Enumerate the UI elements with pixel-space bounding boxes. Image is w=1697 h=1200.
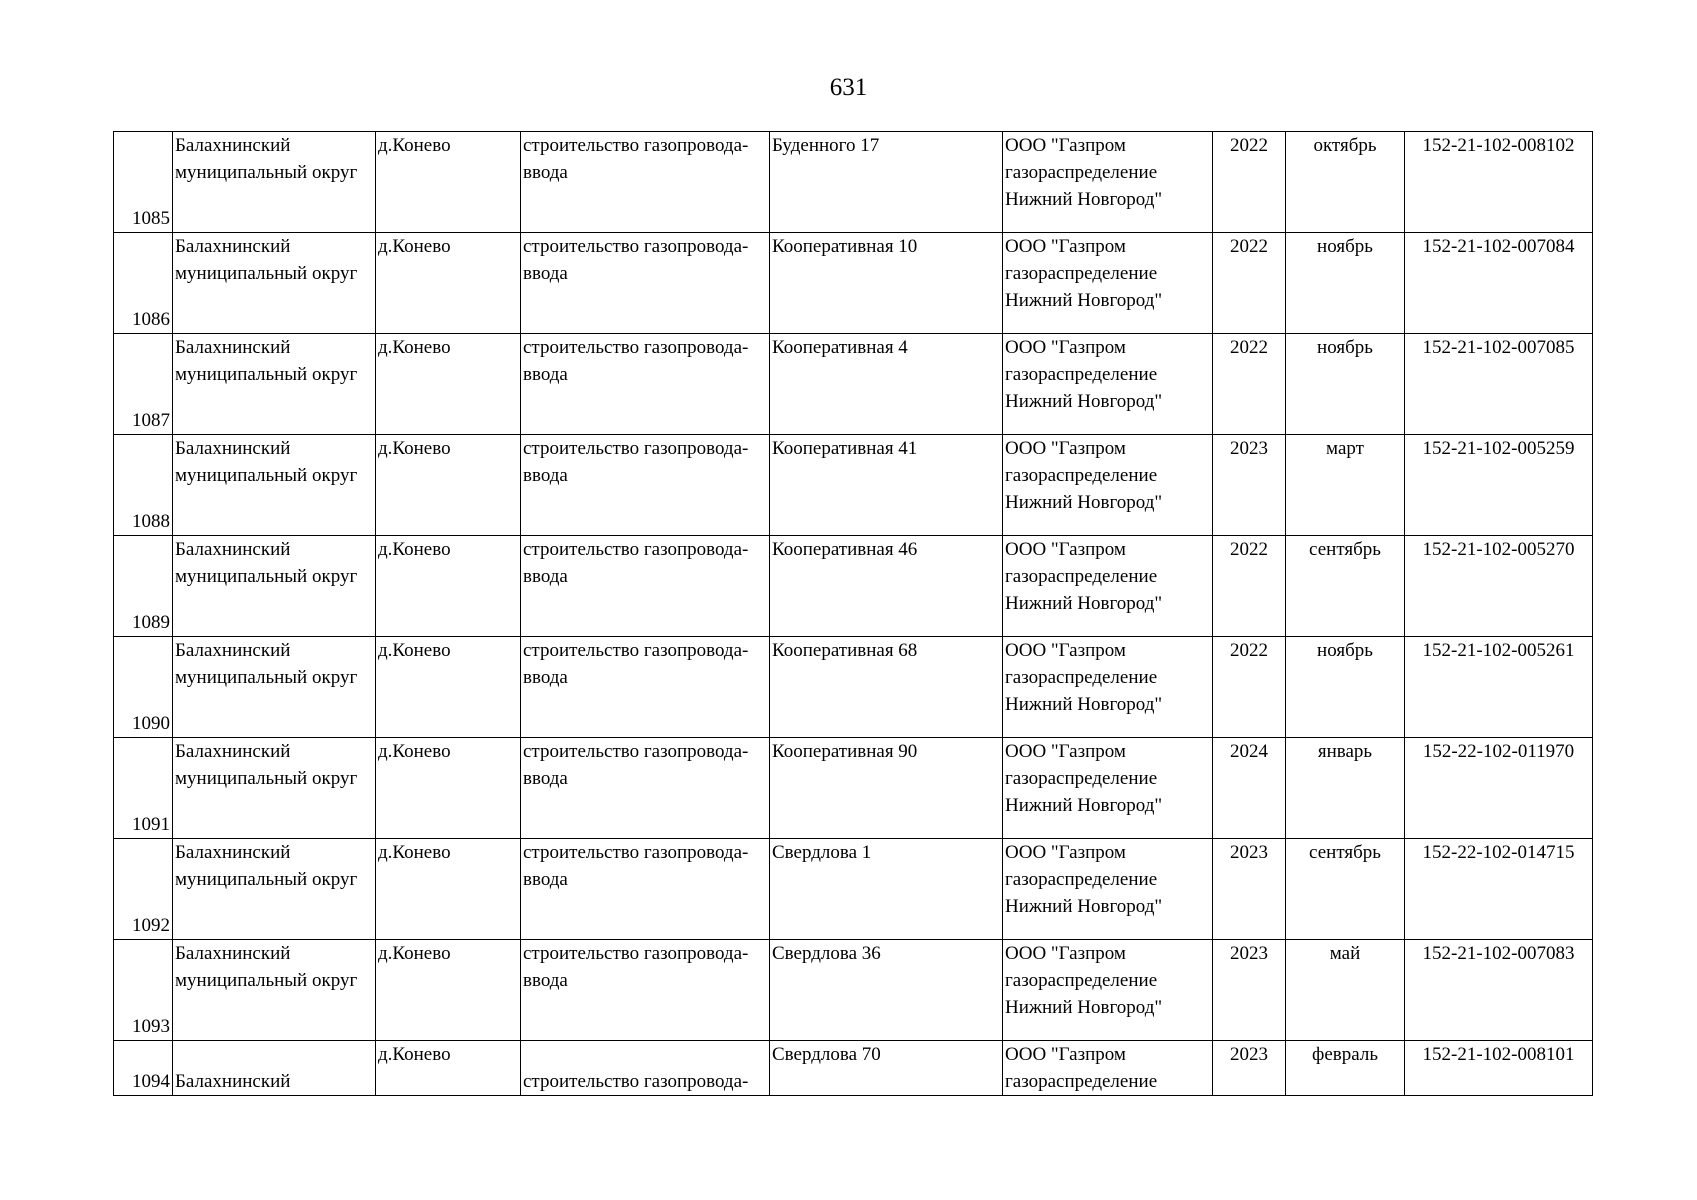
year-cell: 2022 [1213, 637, 1286, 738]
district-cell-line: Балахнинский [175, 337, 291, 358]
page-number: 631 [829, 74, 868, 101]
work-type-cell-line: ввода [523, 768, 568, 789]
settlement-cell: д.Конево [376, 233, 521, 334]
row-number: 1090 [114, 637, 173, 738]
organization-cell-line: ООО "Газпром [1005, 741, 1126, 762]
district-cell-line: муниципальный округ [175, 869, 358, 890]
address-cell: Буденного 17 [770, 132, 1003, 233]
work-type-cell [521, 132, 770, 233]
organization-cell-line: газораспределение [1005, 566, 1158, 587]
organization-cell-line: Нижний Новгород" [1005, 593, 1163, 614]
row-number: 1088 [114, 435, 173, 536]
code-cell: 152-22-102-014715 [1405, 839, 1593, 940]
organization-cell [1003, 435, 1213, 536]
address-cell: Свердлова 1 [770, 839, 1003, 940]
work-type-cell-line: строительство газопровода- [523, 741, 749, 762]
work-type-cell-line: строительство газопровода- [523, 135, 749, 156]
organization-cell-line: Нижний Новгород" [1005, 694, 1163, 715]
organization-cell [1003, 738, 1213, 839]
organization-cell-line: газораспределение [1005, 667, 1158, 688]
district-cell-line: муниципальный округ [175, 162, 358, 183]
organization-cell [1003, 637, 1213, 738]
month-cell: февраль [1286, 1041, 1405, 1096]
month-cell: май [1286, 940, 1405, 1041]
row-number: 1092 [114, 839, 173, 940]
district-cell [173, 132, 376, 233]
organization-cell-line: газораспределение [1005, 263, 1158, 284]
work-type-cell [521, 435, 770, 536]
row-number: 1093 [114, 940, 173, 1041]
organization-cell-line: ООО "Газпром [1005, 539, 1126, 560]
district-cell-line: Балахнинский [175, 539, 291, 560]
month-cell: сентябрь [1286, 839, 1405, 940]
month-cell: март [1286, 435, 1405, 536]
district-cell-line: муниципальный округ [175, 566, 358, 587]
work-type-cell [521, 637, 770, 738]
year-cell: 2023 [1213, 940, 1286, 1041]
organization-cell [1003, 233, 1213, 334]
work-type-cell-line: ввода [523, 263, 568, 284]
organization-cell-line: ООО "Газпром [1005, 1044, 1126, 1065]
settlement-cell: д.Конево [376, 334, 521, 435]
district-cell-line: муниципальный округ [175, 465, 358, 486]
organization-cell-line: ООО "Газпром [1005, 943, 1126, 964]
organization-cell-line: ООО "Газпром [1005, 135, 1126, 156]
year-cell: 2022 [1213, 233, 1286, 334]
district-cell [173, 233, 376, 334]
row-number: 1094 [114, 1041, 173, 1096]
code-cell: 152-21-102-005259 [1405, 435, 1593, 536]
settlement-cell: д.Конево [376, 1041, 521, 1096]
organization-cell-line: Нижний Новгород" [1005, 290, 1163, 311]
table-body [114, 132, 1593, 1096]
table-row [114, 1041, 1593, 1096]
work-type-cell-line: строительство газопровода- [523, 337, 749, 358]
work-type-cell-line: строительство газопровода- [523, 236, 749, 257]
organization-cell [1003, 132, 1213, 233]
organization-cell [1003, 839, 1213, 940]
row-number: 1089 [114, 536, 173, 637]
work-type-cell-line: строительство газопровода- [523, 539, 749, 560]
district-cell-line: муниципальный округ [175, 970, 358, 991]
table-row [114, 839, 1593, 940]
work-type-cell-line: строительство газопровода- [523, 842, 749, 863]
code-cell: 152-21-102-007085 [1405, 334, 1593, 435]
district-cell-line: Балахнинский [175, 438, 291, 459]
organization-cell-line: ООО "Газпром [1005, 438, 1126, 459]
work-type-cell-line: строительство газопровода- [523, 640, 749, 661]
month-cell: сентябрь [1286, 536, 1405, 637]
settlement-cell: д.Конево [376, 637, 521, 738]
district-cell-line: Балахнинский [175, 842, 291, 863]
table-row [114, 132, 1593, 233]
organization-cell-line: газораспределение [1005, 162, 1158, 183]
district-cell [173, 435, 376, 536]
address-cell: Кооперативная 68 [770, 637, 1003, 738]
district-cell [173, 637, 376, 738]
table-row [114, 738, 1593, 839]
work-type-cell-line: ввода [523, 970, 568, 991]
organization-cell-line: газораспределение [1005, 364, 1158, 385]
work-type-cell [521, 1041, 770, 1096]
year-cell: 2022 [1213, 334, 1286, 435]
settlement-cell: д.Конево [376, 132, 521, 233]
district-cell-line: Балахнинский [175, 640, 291, 661]
table-row [114, 233, 1593, 334]
organization-cell-line: ООО "Газпром [1005, 337, 1126, 358]
address-cell: Свердлова 36 [770, 940, 1003, 1041]
organization-cell-line: Нижний Новгород" [1005, 795, 1163, 816]
table-row [114, 334, 1593, 435]
work-type-cell-line: строительство газопровода- [523, 943, 749, 964]
code-cell: 152-21-102-008101 [1405, 1041, 1593, 1096]
district-cell-line: муниципальный округ [175, 667, 358, 688]
code-cell: 152-21-102-007084 [1405, 233, 1593, 334]
organization-cell [1003, 334, 1213, 435]
row-number: 1086 [114, 233, 173, 334]
year-cell: 2023 [1213, 839, 1286, 940]
organization-cell-line: газораспределение [1005, 465, 1158, 486]
work-type-cell [521, 536, 770, 637]
work-type-cell [521, 233, 770, 334]
organization-cell-line: Нижний Новгород" [1005, 391, 1163, 412]
organization-cell-line: газораспределение [1005, 970, 1158, 991]
organization-cell-line: газораспределение [1005, 869, 1158, 890]
district-cell-line: муниципальный округ [175, 263, 358, 284]
organization-cell [1003, 940, 1213, 1041]
settlement-cell: д.Конево [376, 839, 521, 940]
work-type-cell-line: ввода [523, 869, 568, 890]
year-cell: 2023 [1213, 1041, 1286, 1096]
table-row [114, 637, 1593, 738]
month-cell: октябрь [1286, 132, 1405, 233]
table-row [114, 940, 1593, 1041]
address-cell: Кооперативная 90 [770, 738, 1003, 839]
organization-cell [1003, 1041, 1213, 1096]
organization-cell-line: ООО "Газпром [1005, 842, 1126, 863]
organization-cell-line: газораспределение [1005, 768, 1158, 789]
work-type-cell [521, 738, 770, 839]
organization-cell-line: газораспределение [1005, 1071, 1158, 1092]
gas-pipeline-registry-table [113, 131, 1593, 1096]
district-cell-line: Балахнинский [175, 943, 291, 964]
organization-cell [1003, 536, 1213, 637]
organization-cell-line: Нижний Новгород" [1005, 896, 1163, 917]
organization-cell-line: ООО "Газпром [1005, 236, 1126, 257]
settlement-cell: д.Конево [376, 940, 521, 1041]
work-type-cell-line: ввода [523, 465, 568, 486]
row-number: 1085 [114, 132, 173, 233]
settlement-cell: д.Конево [376, 738, 521, 839]
organization-cell-line: ООО "Газпром [1005, 640, 1126, 661]
work-type-cell [521, 334, 770, 435]
code-cell: 152-21-102-005261 [1405, 637, 1593, 738]
settlement-cell: д.Конево [376, 435, 521, 536]
district-cell-line: муниципальный округ [175, 364, 358, 385]
code-cell: 152-21-102-007083 [1405, 940, 1593, 1041]
work-type-cell-line: ввода [523, 162, 568, 183]
code-cell: 152-22-102-011970 [1405, 738, 1593, 839]
work-type-cell [521, 940, 770, 1041]
district-cell [173, 536, 376, 637]
work-type-cell-line: ввода [523, 667, 568, 688]
district-cell-line: Балахнинский [175, 741, 291, 762]
year-cell: 2022 [1213, 536, 1286, 637]
year-cell: 2023 [1213, 435, 1286, 536]
work-type-cell-line: строительство газопровода- [523, 438, 749, 459]
district-cell [173, 334, 376, 435]
district-cell [173, 1041, 376, 1096]
code-cell: 152-21-102-005270 [1405, 536, 1593, 637]
table-row [114, 435, 1593, 536]
district-cell [173, 839, 376, 940]
address-cell: Кооперативная 4 [770, 334, 1003, 435]
address-cell: Кооперативная 46 [770, 536, 1003, 637]
code-cell: 152-21-102-008102 [1405, 132, 1593, 233]
organization-cell-line: Нижний Новгород" [1005, 189, 1163, 210]
month-cell: январь [1286, 738, 1405, 839]
organization-cell-line: Нижний Новгород" [1005, 997, 1163, 1018]
year-cell: 2022 [1213, 132, 1286, 233]
district-cell-line: Балахнинский [175, 236, 291, 257]
row-number: 1091 [114, 738, 173, 839]
district-cell-line: муниципальный округ [175, 768, 358, 789]
address-cell: Кооперативная 41 [770, 435, 1003, 536]
month-cell: ноябрь [1286, 334, 1405, 435]
district-cell-line: Балахнинский [175, 135, 291, 156]
organization-cell-line: Нижний Новгород" [1005, 492, 1163, 513]
district-cell [173, 940, 376, 1041]
district-cell-line: Балахнинский [175, 1071, 291, 1092]
district-cell [173, 738, 376, 839]
table-row [114, 536, 1593, 637]
work-type-cell-line: ввода [523, 364, 568, 385]
row-number: 1087 [114, 334, 173, 435]
year-cell: 2024 [1213, 738, 1286, 839]
work-type-cell-line: строительство газопровода- [523, 1071, 749, 1092]
address-cell: Свердлова 70 [770, 1041, 1003, 1096]
month-cell: ноябрь [1286, 233, 1405, 334]
settlement-cell: д.Конево [376, 536, 521, 637]
address-cell: Кооперативная 10 [770, 233, 1003, 334]
month-cell: ноябрь [1286, 637, 1405, 738]
work-type-cell [521, 839, 770, 940]
work-type-cell-line: ввода [523, 566, 568, 587]
